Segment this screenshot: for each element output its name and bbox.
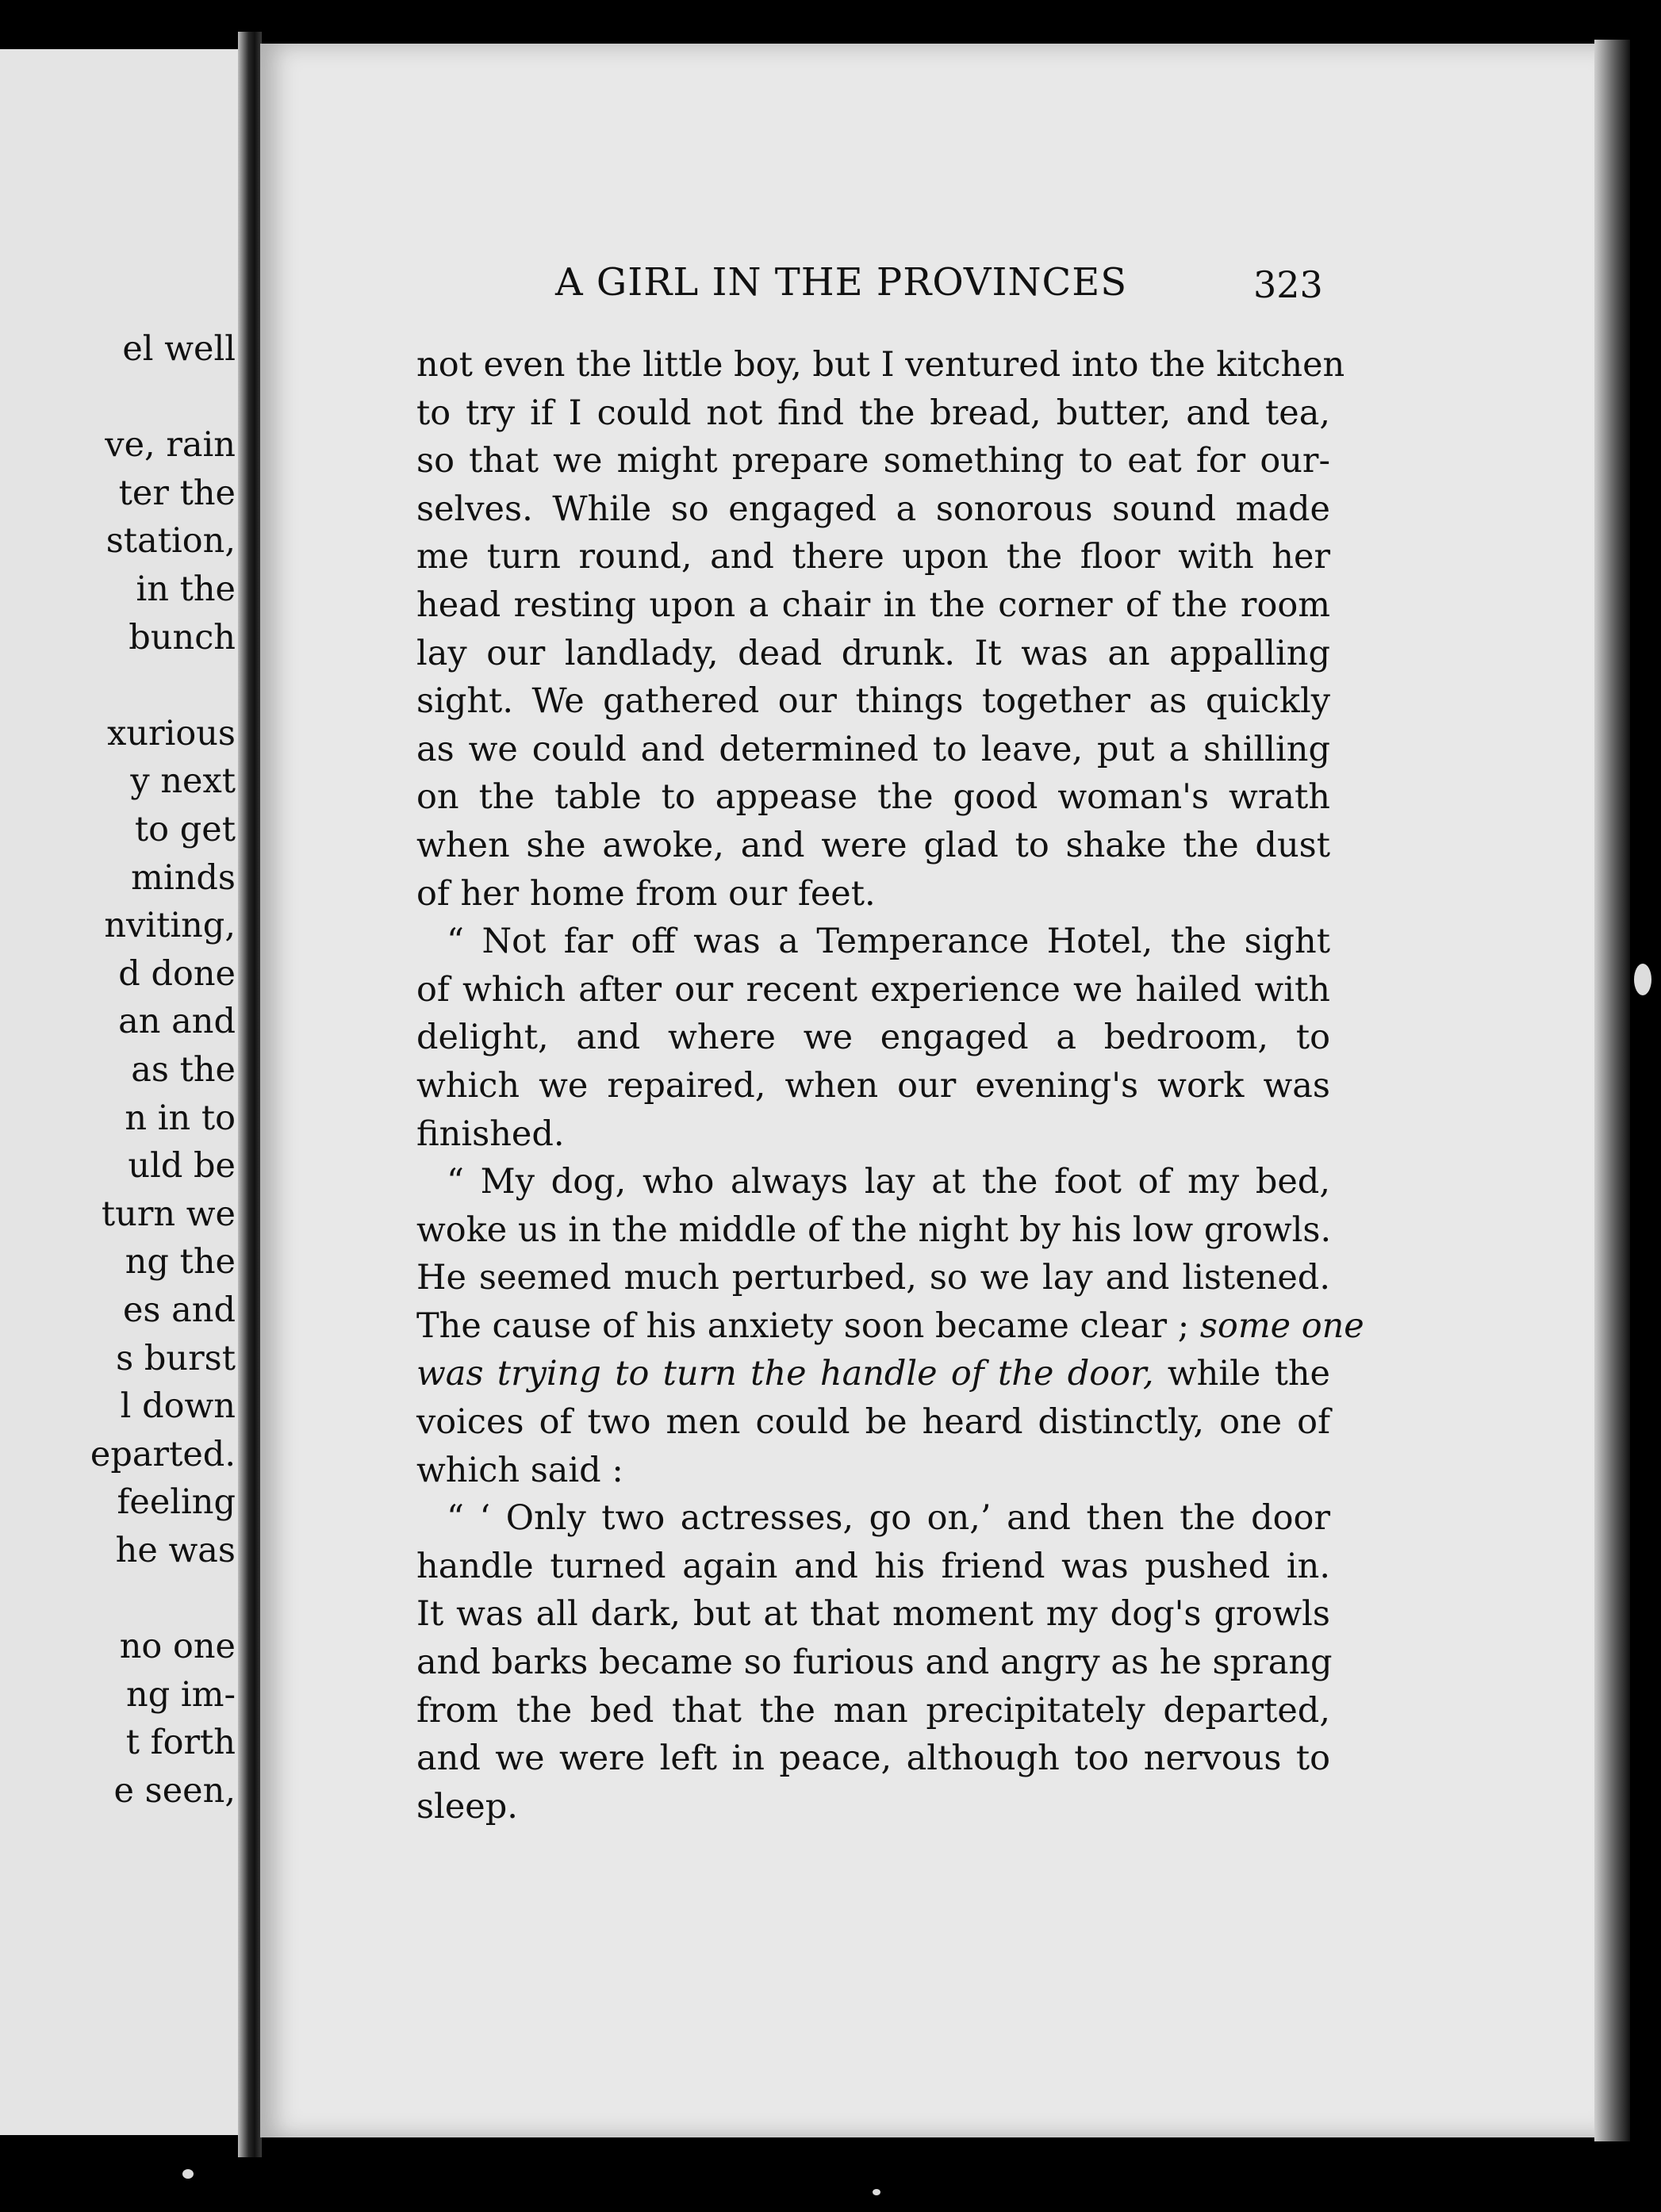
scan-speck: [182, 2169, 194, 2179]
text-line: [416, 1494, 1330, 1543]
line-text: of which after our recent experience we hailed with: [416, 969, 1330, 1010]
page-edge: [1594, 40, 1630, 2141]
line-text: “ Not far off was a Temperance Hotel, the sight: [447, 922, 1330, 962]
text-line: [416, 1398, 1330, 1447]
text-line: [416, 630, 1330, 678]
line-text: of her home from our feet.: [416, 873, 876, 914]
text-line: [416, 485, 1330, 534]
line-text: sight. We gathered our things together as quickly: [416, 681, 1330, 722]
line-text: me turn round, and there upon the floor with her: [416, 537, 1330, 577]
facing-page-line: l down: [120, 1386, 236, 1427]
facing-page-line: ter the: [118, 473, 236, 513]
line-text: selves. While so engaged a sonorous sound made: [416, 489, 1330, 529]
facing-page-line: n in to: [125, 1098, 236, 1138]
line-text: on the table to appease the good woman's wrath: [416, 777, 1330, 818]
facing-page-line: to get: [134, 810, 236, 849]
text-line: [416, 1735, 1330, 1783]
text-line: [416, 1206, 1330, 1255]
line-text: The cause of his anxiety soon became clear ;: [416, 1305, 1190, 1346]
facing-page-line: e seen,: [113, 1771, 236, 1811]
line-text: to try if I could not find the bread, butter, and tea,: [416, 393, 1330, 433]
body-text: [416, 341, 1364, 1831]
line-text: which we repaired, when our evening's work was: [416, 1065, 1330, 1106]
facing-page-line: ng im-: [126, 1674, 236, 1715]
text-line: [416, 1110, 1330, 1159]
line-text: He seemed much perturbed, so we lay and listened.: [416, 1258, 1330, 1298]
facing-page-line: in the: [136, 569, 236, 609]
facing-page-line: s burst: [116, 1338, 236, 1378]
line-text: voices of two men could be heard distinctly, one of: [416, 1402, 1330, 1443]
facing-page-line: bunch: [129, 617, 236, 657]
text-line: [416, 1447, 1330, 1495]
text-line: [416, 870, 1330, 918]
line-text: handle turned again and his friend was pushed in.: [416, 1546, 1330, 1586]
facing-page-line: turn we: [101, 1194, 236, 1234]
italic-text: some one: [1199, 1305, 1364, 1346]
facing-page-line: es and: [122, 1290, 236, 1330]
scan-speck: [1634, 964, 1651, 995]
text-line: [416, 726, 1330, 774]
text-line: [416, 1062, 1330, 1110]
text-line: [416, 581, 1330, 630]
text-line: [416, 1783, 1330, 1831]
line-text: delight, and where we engaged a bedroom, to: [416, 1018, 1330, 1058]
line-text: as we could and determined to leave, put a shilling: [416, 729, 1330, 769]
text-line: [416, 1350, 1330, 1398]
page-number: 323: [1253, 263, 1323, 306]
text-line: [416, 773, 1330, 822]
facing-page-line: nviting,: [104, 906, 236, 946]
facing-page-line: d done: [118, 953, 236, 994]
line-text: when she awoke, and were glad to shake the dust: [416, 825, 1330, 865]
facing-page-line: el well: [122, 329, 236, 369]
facing-page-line: an and: [118, 1002, 236, 1042]
facing-page-line: ve, rain: [105, 425, 236, 466]
facing-page: [0, 49, 242, 2135]
line-text: so that we might prepare something to eat for our-: [416, 441, 1330, 481]
line-text: “ ‘ Only two actresses, go on,’ and then the door: [447, 1498, 1330, 1539]
text-line: [416, 341, 1345, 389]
text-line: [416, 1687, 1330, 1735]
line-text: while the: [1167, 1354, 1330, 1394]
text-line: [416, 1014, 1330, 1062]
facing-page-line: he was: [115, 1531, 236, 1570]
book-gutter: [238, 32, 262, 2157]
line-text: head resting upon a chair in the corner of the room: [416, 585, 1330, 625]
text-line: [416, 533, 1330, 581]
italic-text: was trying to turn the handle of the door,: [416, 1354, 1154, 1394]
text-line: [416, 1590, 1330, 1639]
facing-page-line: station,: [105, 521, 236, 562]
facing-page-line: as the: [131, 1050, 236, 1090]
line-text: from the bed that the man precipitately departed,: [416, 1690, 1330, 1731]
text-line: [416, 1254, 1330, 1302]
text-line: [416, 1302, 1364, 1351]
line-text: sleep.: [416, 1786, 518, 1827]
text-line: [416, 918, 1330, 966]
text-line: [416, 966, 1330, 1014]
line-text: It was all dark, but at that moment my dog's growls: [416, 1594, 1330, 1635]
line-text: finished.: [416, 1114, 565, 1154]
facing-page-line: uld be: [128, 1146, 236, 1187]
facing-page-line: t forth: [125, 1723, 236, 1763]
line-text: not even the little boy, but I ventured into the kitchen: [416, 345, 1345, 385]
facing-page-line: y next: [130, 761, 236, 802]
line-text: woke us in the middle of the night by his low growls.: [416, 1210, 1332, 1250]
text-line: [416, 1639, 1333, 1687]
line-text: which said :: [416, 1450, 623, 1490]
text-line: [416, 437, 1330, 485]
facing-page-line: xurious: [107, 713, 236, 753]
scan-speck: [873, 2189, 880, 2195]
line-text: and barks became so furious and angry as he sprang: [416, 1643, 1333, 1683]
line-text: lay our landlady, dead drunk. It was an appalling: [416, 633, 1330, 673]
text-line: [416, 822, 1330, 870]
line-text: “ My dog, who always lay at the foot of my bed,: [447, 1162, 1330, 1202]
facing-page-line: minds: [131, 857, 236, 898]
text-line: [416, 1543, 1330, 1591]
line-text: and we were left in peace, although too nervous to: [416, 1739, 1330, 1779]
facing-page-line: eparted.: [90, 1434, 236, 1474]
facing-page-line: ng the: [125, 1242, 236, 1282]
text-line: [416, 677, 1330, 726]
text-line: [416, 1158, 1330, 1206]
text-line: [416, 389, 1330, 438]
running-header: A GIRL IN THE PROVINCES: [555, 260, 1128, 305]
facing-page-line: feeling: [117, 1482, 236, 1523]
facing-page-line: no one: [119, 1627, 236, 1667]
